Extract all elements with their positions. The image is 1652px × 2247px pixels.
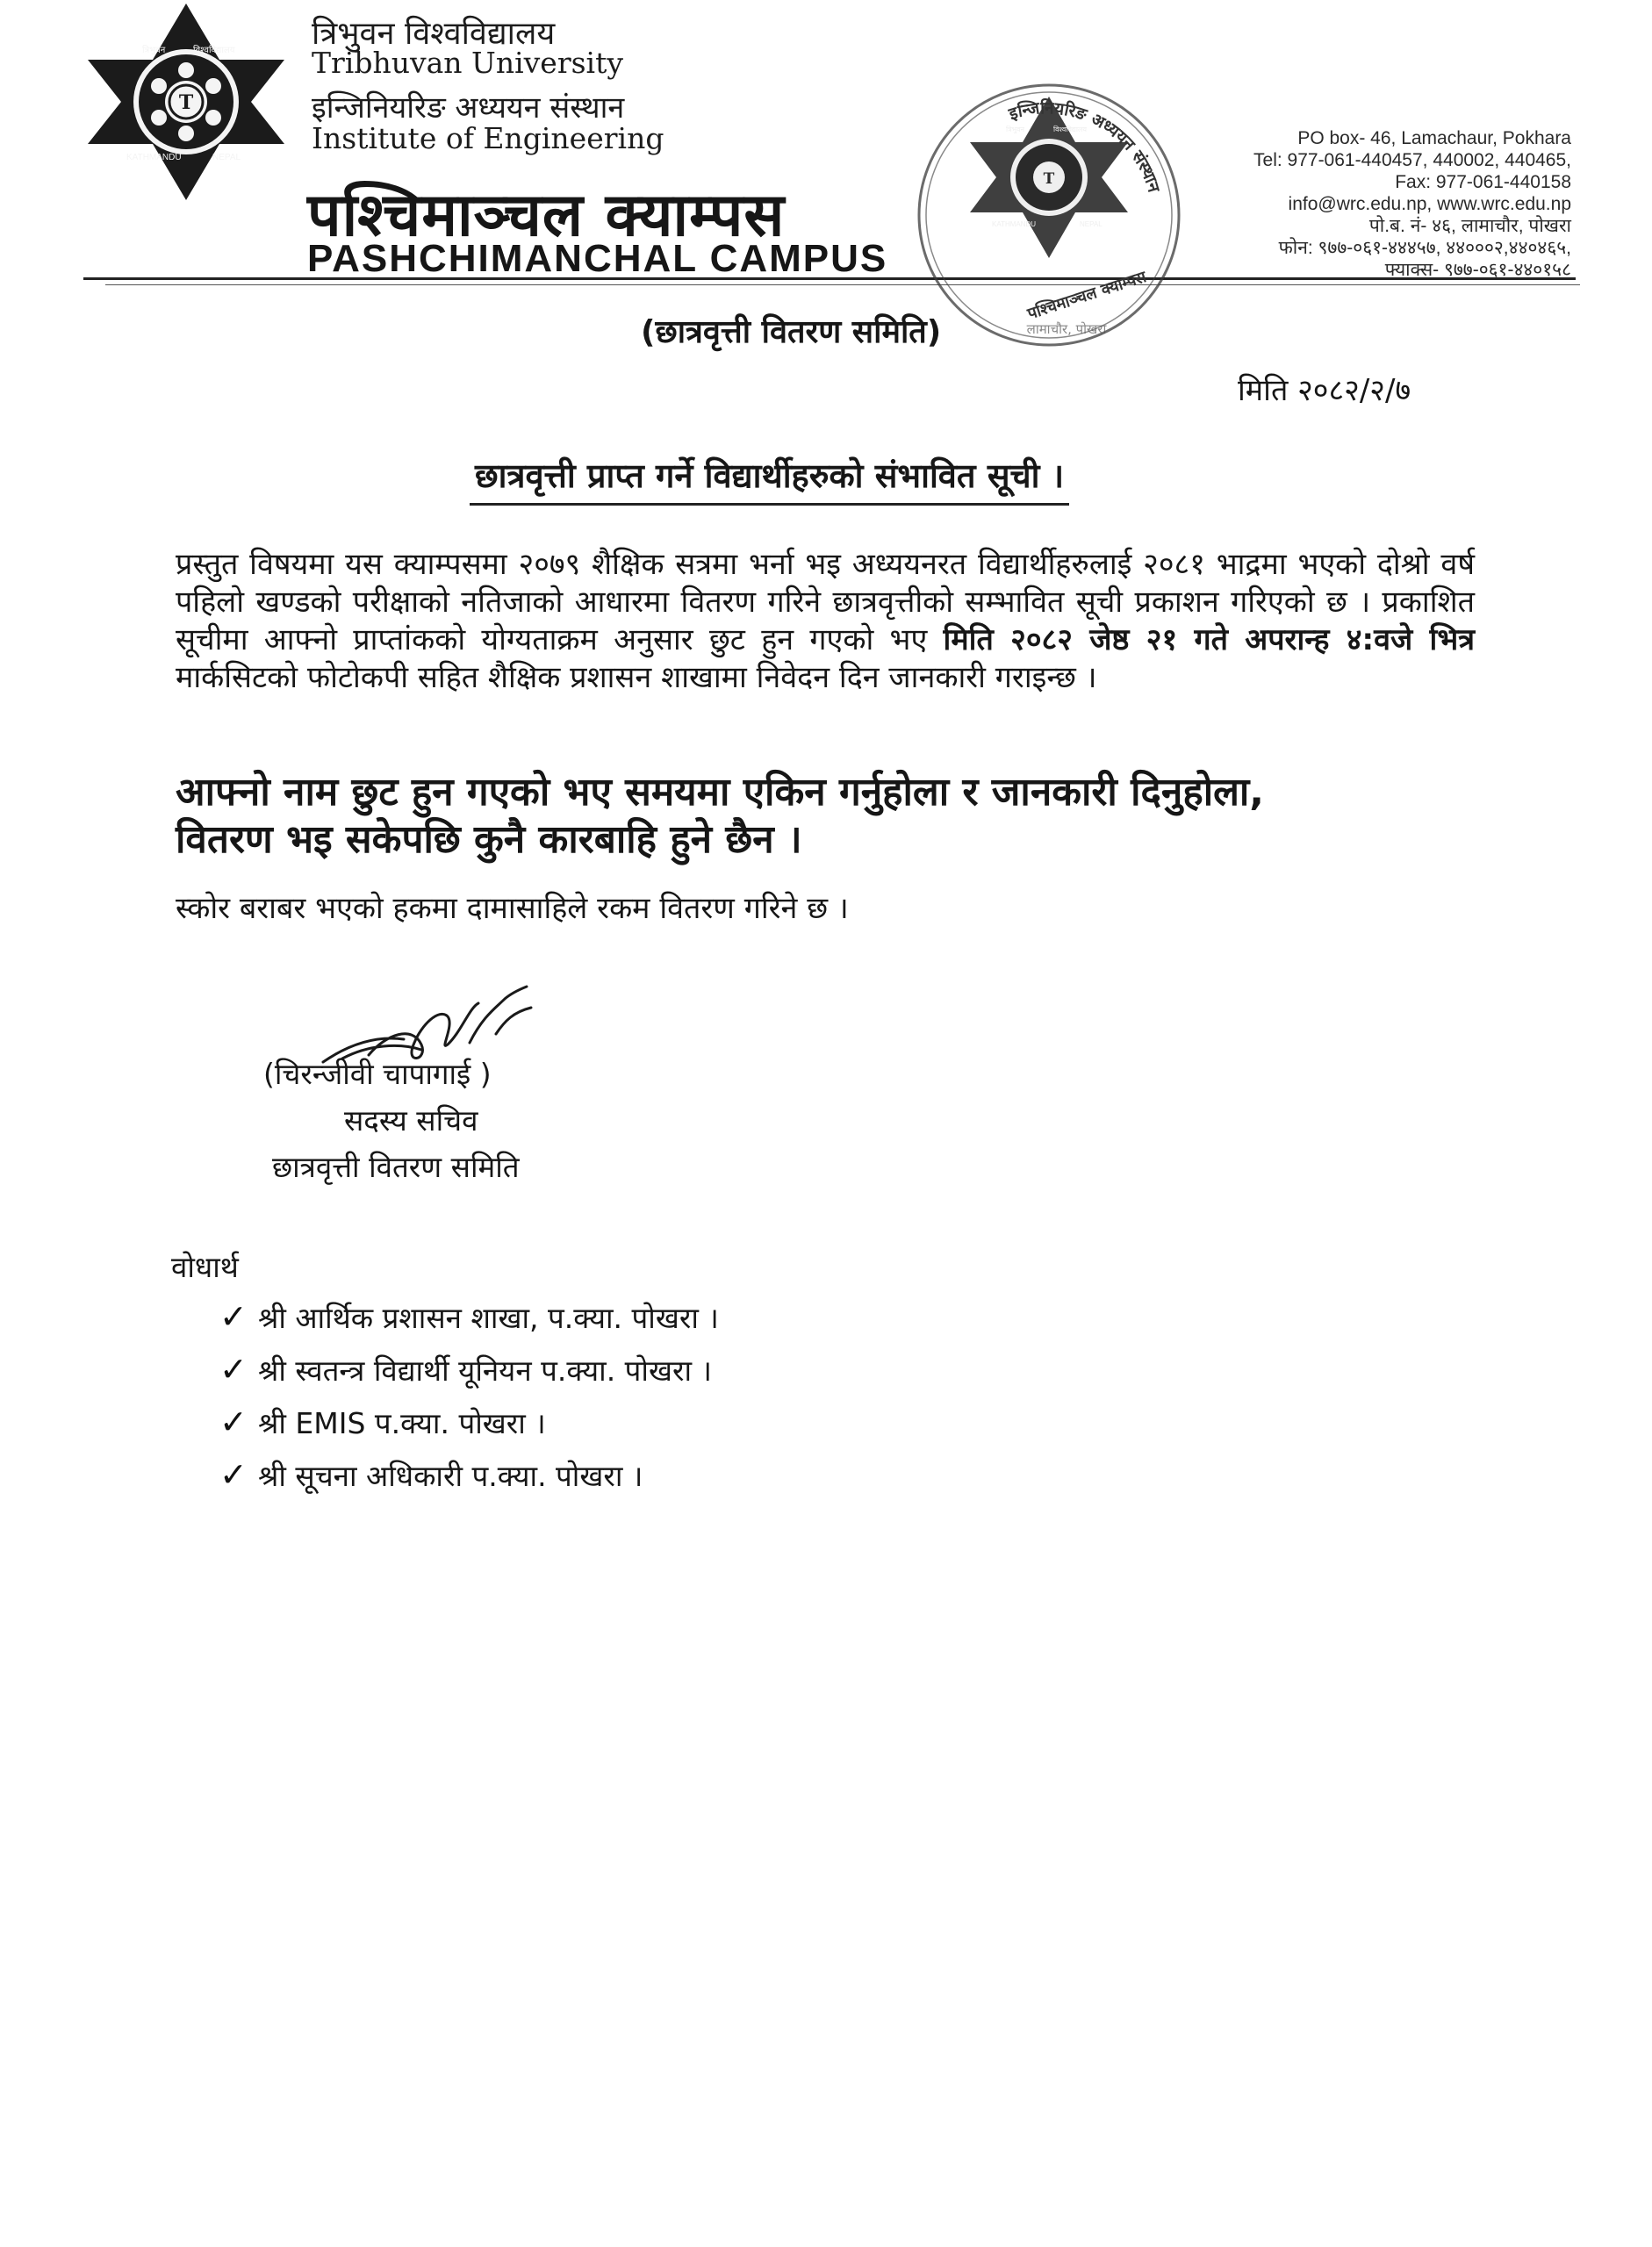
notice-title: छात्रवृत्ती प्राप्त गर्ने विद्यार्थीहरुको संभावित सूची ।	[470, 452, 1069, 506]
notice-warning-line-2: वितरण भइ सकेपछि कुनै कारबाहि हुने छैन ।	[176, 817, 802, 862]
svg-text:विश्वविद्यालय: विश्वविद्यालय	[1053, 126, 1088, 133]
campus-name-english: PASHCHIMANCHAL CAMPUS	[307, 237, 888, 280]
notice-paragraph	[176, 546, 1475, 697]
svg-text:इन्जिनियरिङ अध्ययन संस्थान: इन्जिनियरिङ अध्ययन संस्थान	[1006, 98, 1164, 195]
check-mark-icon: ✓	[219, 1350, 248, 1389]
committee-heading: (छात्रवृत्ती वितरण समिति)	[641, 314, 942, 350]
contact-phone-nepali: फोन: ९७७-०६१-४४४५७, ४४०००२,४४०४६५,	[1278, 238, 1571, 258]
contact-telephone: Tel: 977-061-440457, 440002, 440465,	[1253, 150, 1571, 170]
svg-text:लामाचौर, पोखरा: लामाचौर, पोखरा	[1026, 321, 1107, 337]
svg-text:पश्चिमाञ्चल क्याम्पस: पश्चिमाञ्चल क्याम्पस	[1025, 268, 1149, 324]
university-name-english: Tribhuvan University	[312, 46, 623, 80]
distribution-item	[219, 1403, 546, 1442]
letter-date: मिति २०८२/२/७	[1238, 373, 1411, 408]
contact-fax-nepali: फ्याक्स- ९७७-०६१-४४०१५८	[1384, 260, 1571, 280]
svg-text:KATHMANDU: KATHMANDU	[992, 220, 1037, 228]
check-mark-icon: ✓	[219, 1455, 248, 1494]
signatory-position: सदस्य सचिव	[344, 1103, 478, 1138]
distribution-item-text: श्री आर्थिक प्रशासन शाखा, प.क्या. पोखरा ।	[258, 1301, 719, 1335]
header-divider	[83, 277, 1576, 280]
distribution-item	[219, 1297, 719, 1337]
notice-paragraph-text-2: मार्कसिटको फोटोकपी सहित शैक्षिक प्रशासन शाखामा निवेदन दिन जानकारी गराइन्छ ।	[176, 660, 1097, 695]
svg-text:NEPAL: NEPAL	[1080, 220, 1103, 228]
distribution-item-text: श्री स्वतन्त्र विद्यार्थी यूनियन प.क्या. पोखरा ।	[258, 1353, 713, 1388]
svg-text:T: T	[178, 91, 194, 114]
notice-warning-line-1: आफ्नो नाम छुट हुन गएको भए समयमा एकिन गर्नुहोला र जानकारी दिनुहोला,	[176, 770, 1265, 815]
institute-name-nepali: इन्जिनियरिङ अध्ययन संस्थान	[312, 90, 625, 126]
check-mark-icon: ✓	[219, 1297, 248, 1336]
score-tie-note: स्कोर बराबर भएको हकमा दामासाहिले रकम वितरण गरिने छ ।	[176, 891, 849, 926]
svg-text:त्रिभुवन: त्रिभुवन	[1006, 126, 1024, 133]
svg-text:T: T	[1043, 170, 1055, 188]
distribution-item-text: श्री सूचना अधिकारी प.क्या. पोखरा ।	[258, 1459, 643, 1493]
institute-name-english: Institute of Engineering	[312, 121, 664, 155]
university-name-nepali: त्रिभुवन विश्वविद्यालय	[312, 16, 556, 52]
notice-warning	[176, 769, 1492, 864]
tribhuvan-university-emblem-icon	[81, 0, 291, 204]
svg-text:विश्वविद्यालय: विश्वविद्यालय	[193, 46, 235, 55]
notice-paragraph-text-1: प्रस्तुत विषयमा यस क्याम्पसमा २०७९ शैक्षिक सत्रमा भर्ना भइ अध्ययनरत विद्यार्थीहरुलाई २०८१ भाद्रमा भएको दोश्रो वर्ष पहिलो खण्डको परीक्षाको नतिजाको आधारमा वितरण गरिने छात्रवृत्तीको सम्भावित सूची प्रकाशन गरिएको छ । प्रकाशित सूचीमा आफ्नो प्राप्तांकको योग्यताक्रम अनुसार छुट हुन गएको भए	[176, 547, 1475, 657]
campus-name-nepali: पश्चिमाञ्चल क्याम्पस	[307, 181, 786, 250]
svg-text:NEPAL: NEPAL	[212, 153, 241, 162]
distribution-heading: वोधार्थ	[171, 1250, 239, 1284]
distribution-item-text: श्री EMIS प.क्या. पोखरा ।	[258, 1406, 546, 1440]
signatory-name: (चिरन्जीवी चापागाई )	[263, 1057, 492, 1091]
campus-seal-stamp	[904, 70, 1194, 360]
contact-fax: Fax: 977-061-440158	[1395, 172, 1571, 192]
header-divider-thin	[105, 284, 1580, 285]
svg-text:त्रिभुवन: त्रिभुवन	[142, 46, 166, 55]
check-mark-icon: ✓	[219, 1403, 248, 1441]
contact-po-box: PO box- 46, Lamachaur, Pokhara	[1297, 128, 1571, 148]
notice-deadline: मिति २०८२ जेष्ठ २१ गते अपरान्ह ४:वजे भित्र	[943, 622, 1475, 657]
svg-text:KATHMANDU: KATHMANDU	[126, 153, 182, 162]
distribution-item	[219, 1455, 643, 1495]
signatory-committee: छात्रवृत्ती वितरण समिति	[272, 1150, 520, 1184]
contact-block	[1253, 127, 1571, 281]
contact-po-box-nepali: पो.ब. नं- ४६, लामाचौर, पोखरा	[1368, 216, 1571, 236]
distribution-item	[219, 1350, 712, 1389]
contact-web: info@wrc.edu.np, www.wrc.edu.np	[1288, 194, 1571, 214]
